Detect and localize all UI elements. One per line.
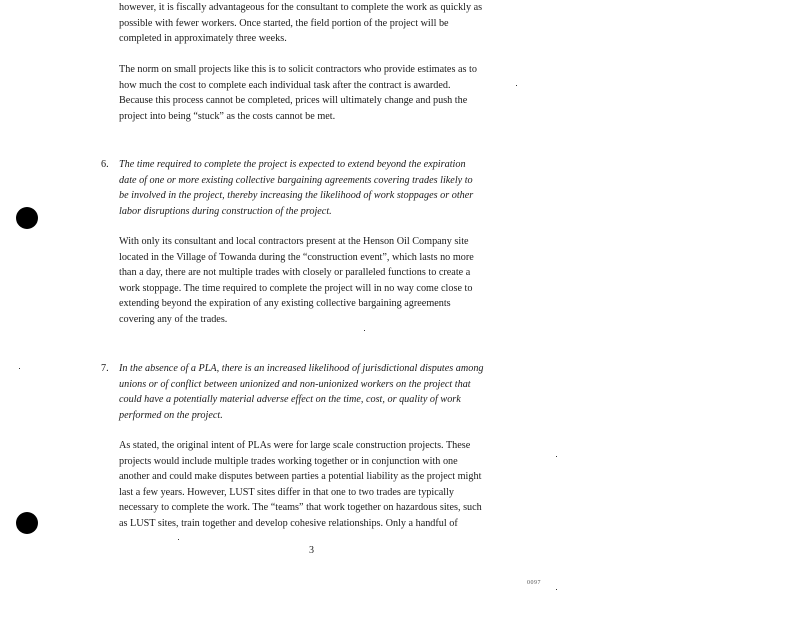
scan-speck xyxy=(556,589,557,590)
page-number: 3 xyxy=(309,545,314,556)
text-line: last a few years. However, LUST sites differ in that one to two trades are typically xyxy=(119,486,455,498)
text-line: be involved in the project, thereby increasing the likelihood of work stoppages or other xyxy=(119,190,474,202)
item-6-number: 6. xyxy=(101,159,109,170)
item-7-number: 7. xyxy=(101,363,109,374)
scan-speck xyxy=(556,456,557,457)
text-line: performed on the project. xyxy=(119,409,223,421)
item-6-heading xyxy=(119,157,549,219)
text-line: necessary to complete the work. The “teams” that work together on hazardous sites, such xyxy=(119,502,482,514)
text-line: as LUST sites, train together and develop cohesive relationships. Only a handful of xyxy=(119,517,458,529)
text-line: As stated, the original intent of PLAs were for large scale construction projects. These xyxy=(119,440,471,451)
scan-speck xyxy=(178,539,179,540)
text-line: Because this process cannot be completed, prices will ultimately change and push the xyxy=(119,95,468,107)
paragraph-norm xyxy=(119,62,549,124)
text-line: The time required to complete the project is expected to extend beyond the expiration xyxy=(119,159,466,170)
scan-speck xyxy=(516,85,517,86)
text-line: The norm on small projects like this is to solicit contractors who provide estimates as to xyxy=(119,64,477,75)
text-line: work stoppage. The time required to complete the project will in no way come close to xyxy=(119,282,473,294)
text-line: With only its consultant and local contractors present at the Henson Oil Company site xyxy=(119,236,469,247)
text-line: completed in approximately three weeks. xyxy=(119,33,287,45)
text-line: another and could make disputes between parties a potential liability as the project might xyxy=(119,471,482,483)
binder-hole-top xyxy=(16,207,38,229)
text-line: than a day, there are not multiple trades with closely or paralleled functions to create a xyxy=(119,267,471,279)
binder-hole-bottom xyxy=(16,512,38,534)
text-line: possible with fewer workers. Once started, the field portion of the project will be xyxy=(119,17,449,29)
text-line: labor disruptions during construction of the project. xyxy=(119,205,332,217)
text-line: In the absence of a PLA, there is an increased likelihood of jurisdictional disputes among xyxy=(119,363,484,374)
text-line: projects would include multiple trades working together or in conjunction with one xyxy=(119,455,458,467)
item-6-body xyxy=(119,234,549,328)
text-line: unions or of conflict between unionized and non-unionized workers on the project that xyxy=(119,378,471,390)
text-line: date of one or more existing collective bargaining agreements covering trades likely to xyxy=(119,174,473,186)
item-7-heading xyxy=(119,361,549,423)
scan-speck xyxy=(19,368,20,369)
text-line: located in the Village of Towanda during the “construction event”, which lasts no more xyxy=(119,251,474,263)
bates-stamp: 0097 xyxy=(527,580,541,586)
scan-speck xyxy=(364,330,365,331)
text-line: however, it is fiscally advantageous for the consultant to complete the work as quickly as xyxy=(119,2,483,13)
text-line: could have a potentially material adverse effect on the time, cost, or quality of work xyxy=(119,394,461,406)
text-line: how much the cost to complete each individual task after the contract is awarded. xyxy=(119,79,451,91)
text-line: extending beyond the expiration of any existing collective bargaining agreements xyxy=(119,298,451,310)
paragraph-intro xyxy=(119,0,549,47)
text-line: covering any of the trades. xyxy=(119,313,228,325)
text-line: project into being “stuck” as the costs cannot be met. xyxy=(119,110,336,122)
item-7-body xyxy=(119,438,549,532)
